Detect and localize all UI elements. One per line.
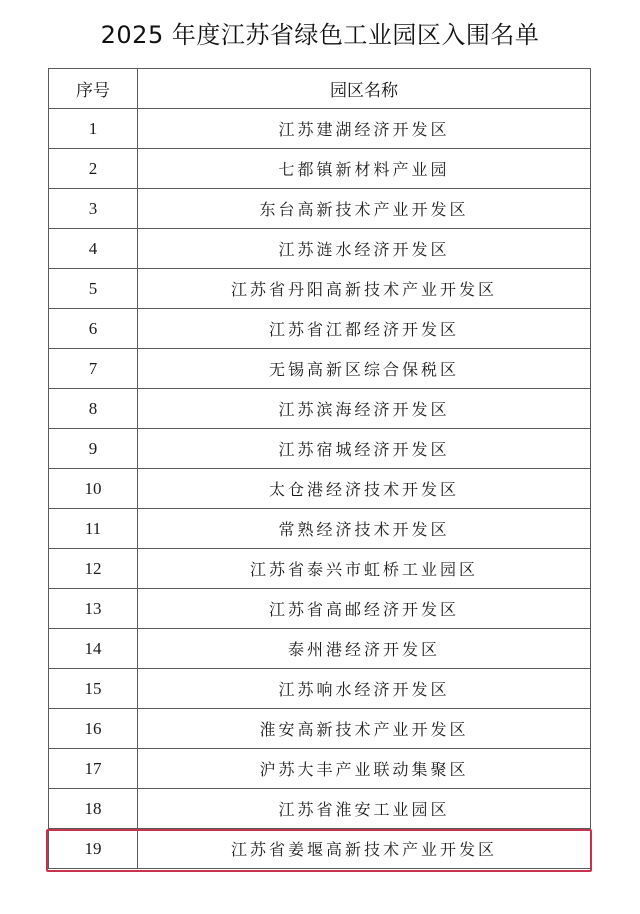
row-index: 2	[49, 149, 138, 189]
row-park-name: 江苏省淮安工业园区	[138, 789, 591, 829]
row-index: 19	[49, 829, 138, 869]
row-index: 17	[49, 749, 138, 789]
row-index: 18	[49, 789, 138, 829]
row-park-name: 七都镇新材料产业园	[138, 149, 591, 189]
row-park-name: 太仓港经济技术开发区	[138, 469, 591, 509]
row-index: 1	[49, 109, 138, 149]
table-row	[49, 549, 591, 589]
row-index: 11	[49, 509, 138, 549]
table-row	[49, 589, 591, 629]
row-index: 9	[49, 429, 138, 469]
table-row	[49, 269, 591, 309]
row-index: 8	[49, 389, 138, 429]
table-row	[49, 389, 591, 429]
row-index: 5	[49, 269, 138, 309]
row-index: 16	[49, 709, 138, 749]
row-park-name: 东台高新技术产业开发区	[138, 189, 591, 229]
row-park-name: 常熟经济技术开发区	[138, 509, 591, 549]
row-park-name: 沪苏大丰产业联动集聚区	[138, 749, 591, 789]
row-index: 14	[49, 629, 138, 669]
table-row	[49, 709, 591, 749]
table-row	[49, 229, 591, 269]
row-index: 12	[49, 549, 138, 589]
row-index: 3	[49, 189, 138, 229]
table-row	[49, 789, 591, 829]
table-row	[49, 149, 591, 189]
row-park-name: 江苏省江都经济开发区	[138, 309, 591, 349]
row-index: 15	[49, 669, 138, 709]
row-park-name: 江苏宿城经济开发区	[138, 429, 591, 469]
row-park-name: 江苏省姜堰高新技术产业开发区	[138, 829, 591, 869]
table-row	[49, 469, 591, 509]
header-park-name: 园区名称	[138, 69, 591, 109]
row-index: 6	[49, 309, 138, 349]
park-list-table-wrapper	[48, 68, 590, 869]
row-index: 4	[49, 229, 138, 269]
row-park-name: 江苏滨海经济开发区	[138, 389, 591, 429]
row-park-name: 江苏省丹阳高新技术产业开发区	[138, 269, 591, 309]
table-row	[49, 429, 591, 469]
table-row	[49, 749, 591, 789]
table-row	[49, 109, 591, 149]
row-index: 7	[49, 349, 138, 389]
table-row	[49, 509, 591, 549]
row-park-name: 江苏省高邮经济开发区	[138, 589, 591, 629]
row-index: 10	[49, 469, 138, 509]
park-list-table	[48, 68, 591, 869]
row-park-name: 江苏建湖经济开发区	[138, 109, 591, 149]
row-park-name: 泰州港经济开发区	[138, 629, 591, 669]
table-header-row	[49, 69, 591, 109]
table-body	[49, 109, 591, 869]
header-index: 序号	[49, 69, 138, 109]
row-park-name: 淮安高新技术产业开发区	[138, 709, 591, 749]
table-row	[49, 349, 591, 389]
table-row	[49, 629, 591, 669]
table-row-highlighted	[49, 829, 591, 869]
row-park-name: 无锡高新区综合保税区	[138, 349, 591, 389]
row-park-name: 江苏响水经济开发区	[138, 669, 591, 709]
page-title: 2025 年度江苏省绿色工业园区入围名单	[100, 21, 540, 49]
row-park-name: 江苏涟水经济开发区	[138, 229, 591, 269]
table-row	[49, 669, 591, 709]
table-row	[49, 309, 591, 349]
row-index: 13	[49, 589, 138, 629]
table-row	[49, 189, 591, 229]
row-park-name: 江苏省泰兴市虹桥工业园区	[138, 549, 591, 589]
